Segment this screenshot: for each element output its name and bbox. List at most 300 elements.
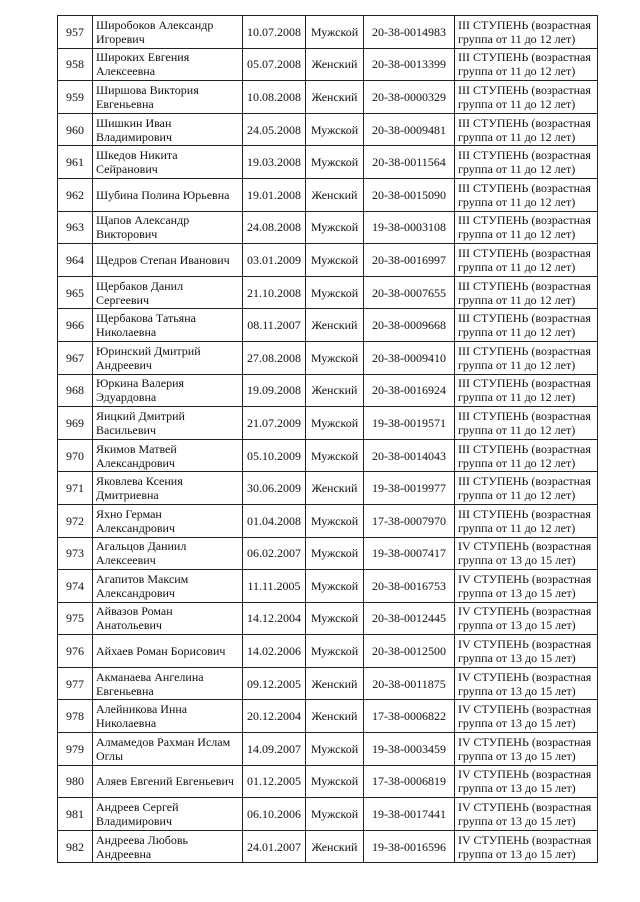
full-name-cell [93, 341, 243, 374]
row-number-text: 963 [66, 220, 84, 235]
row-number-text: 969 [66, 415, 84, 430]
table-row [58, 439, 598, 472]
birth-date-cell [243, 798, 306, 831]
full-name-text: Айвазов Роман Анатольевич [96, 604, 173, 633]
row-number-cell [58, 830, 93, 863]
full-name-text: Щербаков Данил Сергеевич [96, 278, 184, 307]
stage-cell [455, 635, 598, 668]
sex-text: Мужской [310, 644, 359, 659]
full-name-cell [93, 602, 243, 635]
row-number-cell [58, 81, 93, 114]
uin-text: 19-38-0007417 [372, 546, 446, 561]
uin-text: 20-38-0012500 [372, 644, 446, 659]
uin-cell [364, 276, 455, 309]
sex-cell [306, 667, 364, 700]
uin-cell [364, 113, 455, 146]
stage-text: IV СТУПЕНЬ (возрастная группа от 13 до 15 лет) [458, 734, 592, 763]
table-row [58, 178, 598, 211]
birth-date-cell [243, 113, 306, 146]
stage-text: III СТУПЕНЬ (возрастная группа от 11 до 12 лет) [458, 82, 591, 111]
full-name-text: Щербакова Татьяна Николаевна [96, 311, 196, 340]
birth-date-cell [243, 733, 306, 766]
row-number-cell [58, 537, 93, 570]
uin-text: 20-38-0016924 [372, 383, 446, 398]
stage-cell [455, 765, 598, 798]
uin-text: 19-38-0003108 [372, 220, 446, 235]
sex-text: Женский [311, 89, 358, 104]
sex-cell [306, 765, 364, 798]
row-number-cell [58, 798, 93, 831]
stage-cell [455, 374, 598, 407]
table-row [58, 374, 598, 407]
row-number-text: 970 [66, 448, 84, 463]
full-name-text: Айхаев Роман Борисович [96, 644, 226, 659]
birth-date-cell [243, 81, 306, 114]
stage-text: III СТУПЕНЬ (возрастная группа от 11 до 12 лет) [458, 311, 591, 340]
uin-cell [364, 830, 455, 863]
table-row [58, 798, 598, 831]
sex-cell [306, 407, 364, 440]
participants-table [57, 15, 598, 863]
sex-cell [306, 244, 364, 277]
sex-cell [306, 504, 364, 537]
table-row [58, 700, 598, 733]
table-row [58, 81, 598, 114]
full-name-cell [93, 309, 243, 342]
birth-date-text: 30.06.2009 [247, 481, 301, 496]
sex-cell [306, 48, 364, 81]
sex-text: Мужской [310, 415, 359, 430]
birth-date-text: 06.10.2006 [247, 807, 301, 822]
row-number-text: 972 [66, 513, 84, 528]
birth-date-cell [243, 439, 306, 472]
stage-text: IV СТУПЕНЬ (возрастная группа от 13 до 15 лет) [458, 702, 592, 731]
stage-cell [455, 113, 598, 146]
full-name-text: Яицкий Дмитрий Васильевич [96, 408, 185, 437]
sex-text: Мужской [310, 578, 359, 593]
sex-cell [306, 276, 364, 309]
uin-text: 20-38-0011875 [372, 676, 446, 691]
sex-text: Мужской [310, 741, 359, 756]
stage-cell [455, 537, 598, 570]
uin-cell [364, 374, 455, 407]
uin-text: 20-38-0016753 [372, 578, 446, 593]
birth-date-text: 01.12.2005 [247, 774, 301, 789]
row-number-cell [58, 244, 93, 277]
uin-text: 20-38-0007655 [372, 285, 446, 300]
table-row [58, 765, 598, 798]
uin-cell [364, 798, 455, 831]
stage-text: III СТУПЕНЬ (возрастная группа от 11 до 12 лет) [458, 278, 591, 307]
sex-cell [306, 472, 364, 505]
birth-date-cell [243, 16, 306, 49]
stage-cell [455, 504, 598, 537]
full-name-text: Широких Евгения Алексеевна [96, 50, 190, 79]
uin-text: 20-38-0000329 [372, 89, 446, 104]
birth-date-text: 24.05.2008 [247, 122, 301, 137]
row-number-cell [58, 374, 93, 407]
full-name-cell [93, 570, 243, 603]
row-number-cell [58, 765, 93, 798]
uin-text: 20-38-0009668 [372, 318, 446, 333]
stage-cell [455, 244, 598, 277]
stage-cell [455, 830, 598, 863]
full-name-cell [93, 48, 243, 81]
full-name-cell [93, 700, 243, 733]
sex-cell [306, 113, 364, 146]
uin-text: 20-38-0013399 [372, 57, 446, 72]
row-number-cell [58, 667, 93, 700]
sex-text: Женский [311, 187, 358, 202]
full-name-text: Якимов Матвей Александрович [96, 441, 177, 470]
uin-cell [364, 504, 455, 537]
sex-cell [306, 635, 364, 668]
row-number-text: 979 [66, 741, 84, 756]
stage-text: III СТУПЕНЬ (возрастная группа от 11 до 12 лет) [458, 343, 591, 372]
full-name-text: Ширшова Виктория Евгеньевна [96, 82, 199, 111]
table-row [58, 113, 598, 146]
birth-date-text: 14.09.2007 [247, 741, 301, 756]
row-number-text: 960 [66, 122, 84, 137]
uin-cell [364, 570, 455, 603]
table-row [58, 341, 598, 374]
sex-text: Женский [311, 676, 358, 691]
birth-date-text: 21.10.2008 [247, 285, 301, 300]
full-name-cell [93, 765, 243, 798]
uin-text: 17-38-0006822 [372, 709, 446, 724]
row-number-text: 966 [66, 318, 84, 333]
birth-date-text: 14.02.2006 [247, 644, 301, 659]
birth-date-cell [243, 765, 306, 798]
birth-date-text: 21.07.2009 [247, 415, 301, 430]
full-name-cell [93, 81, 243, 114]
full-name-text: Яковлева Ксения Дмитриевна [96, 474, 183, 503]
birth-date-text: 20.12.2004 [247, 709, 301, 724]
stage-cell [455, 16, 598, 49]
full-name-cell [93, 146, 243, 179]
full-name-cell [93, 798, 243, 831]
table-row [58, 472, 598, 505]
uin-text: 20-38-0009481 [372, 122, 446, 137]
row-number-cell [58, 276, 93, 309]
stage-cell [455, 178, 598, 211]
stage-text: III СТУПЕНЬ (возрастная группа от 11 до 12 лет) [458, 441, 591, 470]
row-number-text: 962 [66, 187, 84, 202]
stage-cell [455, 472, 598, 505]
row-number-cell [58, 407, 93, 440]
stage-cell [455, 211, 598, 244]
birth-date-text: 19.03.2008 [247, 155, 301, 170]
stage-text: III СТУПЕНЬ (возрастная группа от 11 до 12 лет) [458, 474, 591, 503]
stage-text: IV СТУПЕНЬ (возрастная группа от 13 до 15 лет) [458, 539, 592, 568]
uin-cell [364, 81, 455, 114]
uin-text: 17-38-0007970 [372, 513, 446, 528]
uin-text: 19-38-0003459 [372, 741, 446, 756]
sex-cell [306, 374, 364, 407]
full-name-text: Андреева Любовь Андреевна [96, 832, 189, 861]
full-name-cell [93, 439, 243, 472]
stage-text: III СТУПЕНЬ (возрастная группа от 11 до 12 лет) [458, 213, 591, 242]
stage-text: III СТУПЕНЬ (возрастная группа от 11 до 12 лет) [458, 50, 591, 79]
stage-cell [455, 733, 598, 766]
sex-text: Мужской [310, 807, 359, 822]
sex-text: Женский [311, 709, 358, 724]
row-number-text: 958 [66, 57, 84, 72]
row-number-text: 982 [66, 839, 84, 854]
stage-text: IV СТУПЕНЬ (возрастная группа от 13 до 15 лет) [458, 571, 592, 600]
birth-date-cell [243, 211, 306, 244]
table-row [58, 407, 598, 440]
uin-text: 20-38-0016997 [372, 252, 446, 267]
sex-cell [306, 309, 364, 342]
full-name-cell [93, 16, 243, 49]
sex-text: Женский [311, 481, 358, 496]
uin-text: 20-38-0009410 [372, 350, 446, 365]
table-row [58, 667, 598, 700]
row-number-cell [58, 211, 93, 244]
table-row [58, 211, 598, 244]
birth-date-text: 24.08.2008 [247, 220, 301, 235]
stage-text: III СТУПЕНЬ (возрастная группа от 11 до 12 лет) [458, 408, 591, 437]
birth-date-cell [243, 537, 306, 570]
table-row [58, 570, 598, 603]
full-name-cell [93, 374, 243, 407]
row-number-cell [58, 309, 93, 342]
sex-cell [306, 341, 364, 374]
stage-cell [455, 81, 598, 114]
table-row [58, 602, 598, 635]
full-name-cell [93, 667, 243, 700]
uin-cell [364, 765, 455, 798]
uin-text: 20-38-0014983 [372, 24, 446, 39]
table-row [58, 276, 598, 309]
birth-date-cell [243, 244, 306, 277]
birth-date-text: 05.10.2009 [247, 448, 301, 463]
sex-text: Мужской [310, 513, 359, 528]
uin-text: 20-38-0014043 [372, 448, 446, 463]
birth-date-cell [243, 635, 306, 668]
row-number-text: 965 [66, 285, 84, 300]
birth-date-cell [243, 407, 306, 440]
table-row [58, 733, 598, 766]
stage-cell [455, 798, 598, 831]
sex-text: Женский [311, 57, 358, 72]
sex-text: Женский [311, 839, 358, 854]
birth-date-cell [243, 374, 306, 407]
birth-date-text: 10.07.2008 [247, 24, 301, 39]
table-row [58, 16, 598, 49]
sex-text: Мужской [310, 220, 359, 235]
full-name-text: Шубина Полина Юрьевна [96, 187, 230, 202]
birth-date-text: 11.11.2005 [247, 578, 301, 593]
stage-text: III СТУПЕНЬ (возрастная группа от 11 до 12 лет) [458, 245, 591, 274]
row-number-text: 971 [66, 481, 84, 496]
full-name-text: Юринский Дмитрий Андреевич [96, 343, 201, 372]
stage-cell [455, 276, 598, 309]
row-number-cell [58, 602, 93, 635]
birth-date-cell [243, 667, 306, 700]
uin-cell [364, 146, 455, 179]
row-number-cell [58, 570, 93, 603]
sex-cell [306, 602, 364, 635]
full-name-cell [93, 211, 243, 244]
sex-text: Женский [311, 383, 358, 398]
sex-text: Женский [311, 318, 358, 333]
row-number-text: 981 [66, 807, 84, 822]
birth-date-cell [243, 472, 306, 505]
full-name-cell [93, 276, 243, 309]
full-name-text: Широбоков Александр Игоревич [96, 17, 214, 46]
full-name-text: Юркина Валерия Эдуардовна [96, 376, 185, 405]
stage-cell [455, 309, 598, 342]
stage-text: IV СТУПЕНЬ (возрастная группа от 13 до 15 лет) [458, 832, 592, 861]
table-row [58, 537, 598, 570]
row-number-text: 967 [66, 350, 84, 365]
table-row [58, 504, 598, 537]
row-number-text: 961 [66, 155, 84, 170]
row-number-cell [58, 700, 93, 733]
stage-text: III СТУПЕНЬ (возрастная группа от 11 до 12 лет) [458, 376, 591, 405]
row-number-text: 973 [66, 546, 84, 561]
row-number-cell [58, 439, 93, 472]
birth-date-text: 10.08.2008 [247, 89, 301, 104]
birth-date-text: 14.12.2004 [247, 611, 301, 626]
stage-text: IV СТУПЕНЬ (возрастная группа от 13 до 15 лет) [458, 800, 592, 829]
table-row [58, 635, 598, 668]
full-name-cell [93, 830, 243, 863]
row-number-text: 975 [66, 611, 84, 626]
uin-cell [364, 178, 455, 211]
row-number-cell [58, 472, 93, 505]
full-name-text: Агапитов Максим Александрович [96, 571, 189, 600]
full-name-cell [93, 504, 243, 537]
sex-text: Мужской [310, 611, 359, 626]
sex-text: Мужской [310, 122, 359, 137]
sex-text: Мужской [310, 24, 359, 39]
uin-cell [364, 667, 455, 700]
sex-text: Мужской [310, 285, 359, 300]
uin-text: 19-38-0019571 [372, 415, 446, 430]
table-row [58, 244, 598, 277]
birth-date-cell [243, 146, 306, 179]
full-name-text: Яхно Герман Александрович [96, 506, 175, 535]
birth-date-text: 19.09.2008 [247, 383, 301, 398]
full-name-cell [93, 537, 243, 570]
row-number-cell [58, 733, 93, 766]
birth-date-text: 03.01.2009 [247, 252, 301, 267]
sex-cell [306, 830, 364, 863]
sex-cell [306, 81, 364, 114]
uin-cell [364, 602, 455, 635]
sex-cell [306, 798, 364, 831]
full-name-cell [93, 733, 243, 766]
row-number-text: 964 [66, 252, 84, 267]
birth-date-text: 19.01.2008 [247, 187, 301, 202]
sex-text: Мужской [310, 252, 359, 267]
sex-cell [306, 733, 364, 766]
table-row [58, 309, 598, 342]
table-row [58, 146, 598, 179]
full-name-text: Акманаева Ангелина Евгеньевна [96, 669, 204, 698]
stage-text: III СТУПЕНЬ (возрастная группа от 11 до 12 лет) [458, 148, 591, 177]
row-number-text: 978 [66, 709, 84, 724]
full-name-text: Алмамедов Рахман Ислам Оглы [96, 734, 231, 763]
stage-cell [455, 570, 598, 603]
row-number-cell [58, 48, 93, 81]
uin-cell [364, 537, 455, 570]
uin-cell [364, 244, 455, 277]
table-row [58, 48, 598, 81]
full-name-text: Щедров Степан Иванович [96, 252, 230, 267]
stage-text: III СТУПЕНЬ (возрастная группа от 11 до 12 лет) [458, 115, 591, 144]
stage-cell [455, 439, 598, 472]
uin-cell [364, 439, 455, 472]
sex-cell [306, 537, 364, 570]
row-number-text: 974 [66, 578, 84, 593]
birth-date-text: 08.11.2007 [247, 318, 301, 333]
birth-date-text: 05.07.2008 [247, 57, 301, 72]
stage-text: IV СТУПЕНЬ (возрастная группа от 13 до 15 лет) [458, 767, 592, 796]
full-name-cell [93, 472, 243, 505]
full-name-text: Андреев Сергей Владимирович [96, 800, 179, 829]
uin-text: 20-38-0011564 [372, 155, 446, 170]
full-name-text: Алейникова Инна Николаевна [96, 702, 188, 731]
row-number-text: 959 [66, 89, 84, 104]
birth-date-cell [243, 602, 306, 635]
full-name-cell [93, 635, 243, 668]
stage-cell [455, 407, 598, 440]
stage-text: III СТУПЕНЬ (возрастная группа от 11 до 12 лет) [458, 17, 591, 46]
row-number-cell [58, 504, 93, 537]
row-number-text: 980 [66, 774, 84, 789]
row-number-cell [58, 178, 93, 211]
birth-date-text: 06.02.2007 [247, 546, 301, 561]
birth-date-cell [243, 178, 306, 211]
stage-cell [455, 602, 598, 635]
full-name-text: Шишкин Иван Владимирович [96, 115, 172, 144]
stage-text: IV СТУПЕНЬ (возрастная группа от 13 до 15 лет) [458, 637, 592, 666]
table-row [58, 830, 598, 863]
sex-text: Мужской [310, 155, 359, 170]
sex-cell [306, 439, 364, 472]
birth-date-cell [243, 309, 306, 342]
uin-cell [364, 472, 455, 505]
stage-cell [455, 341, 598, 374]
row-number-text: 968 [66, 383, 84, 398]
row-number-text: 976 [66, 644, 84, 659]
birth-date-cell [243, 276, 306, 309]
birth-date-text: 24.01.2007 [247, 839, 301, 854]
uin-text: 20-38-0015090 [372, 187, 446, 202]
sex-cell [306, 146, 364, 179]
stage-text: IV СТУПЕНЬ (возрастная группа от 13 до 15 лет) [458, 604, 592, 633]
sex-cell [306, 16, 364, 49]
sex-cell [306, 700, 364, 733]
uin-text: 17-38-0006819 [372, 774, 446, 789]
full-name-text: Шкедов Никита Сейранович [96, 148, 178, 177]
sex-cell [306, 178, 364, 211]
full-name-cell [93, 407, 243, 440]
sex-cell [306, 570, 364, 603]
uin-text: 19-38-0016596 [372, 839, 446, 854]
birth-date-text: 09.12.2005 [247, 676, 301, 691]
birth-date-text: 27.08.2008 [247, 350, 301, 365]
row-number-cell [58, 635, 93, 668]
stage-cell [455, 48, 598, 81]
birth-date-cell [243, 48, 306, 81]
birth-date-cell [243, 570, 306, 603]
sex-text: Мужской [310, 546, 359, 561]
